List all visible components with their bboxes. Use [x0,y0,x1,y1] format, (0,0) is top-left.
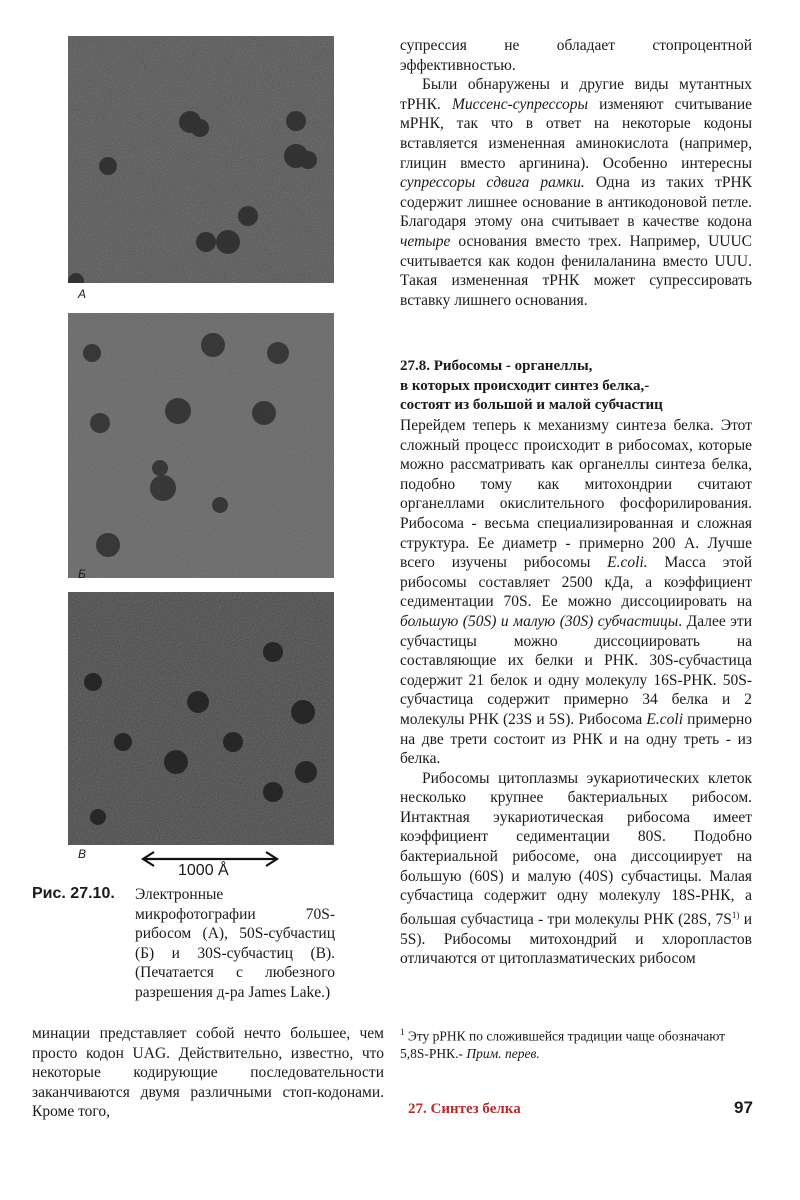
figure-caption-text: Электронные микрофотографии 70S-рибосом (А), 50S-субчастиц (Б) и 30S-субчастиц (В). (Печатается с любезного разрешения д-ра James Lake.) [135,886,335,1001]
heading-line: в которых происходит синтез белка,- [400,377,650,394]
left-column-text [32,1024,384,1122]
page-number: 97 [734,1098,753,1117]
text-run: Рибосомы цитоплазмы эукариотических клеток несколько крупнее бактериальных рибосом. Интактная эукариотическая рибосома имеет коэффициент седиментации 80S. Подобно бактериальной рибосоме, она диссоциирует на большую (60S) и малую (40S) субчастицы. Малая субчастица содержит одну молекулу 18S-РНК, а большая субчастица - три молекулы РНК (28S, 7S [400,769,752,928]
paragraph [400,36,752,75]
text-run: Одна из таких тРНК содержит лишнее основание в антикодоновой петле. Благодаря этому она считывает в качестве кодона [400,174,752,231]
text-run: Были обнаружены и другие виды мутантных тРНК. [400,76,752,113]
paragraph [400,769,752,969]
italic-term: Миссенс-супрессоры [451,95,588,113]
italic-term: E.coli [646,710,684,728]
running-footer-chapter: 27. Синтез белка [408,1101,521,1117]
panel-label-c: В [78,847,87,861]
text-run: Масса этой рибосомы составляет 2500 кДа, а коэффициент седиментации 70S. Ее можно диссоциировать на [400,554,753,611]
text-run: супрессия не обладает стопроцентной эффективностью. [400,37,752,74]
heading-line: состоят из большой и малой субчастиц [400,397,663,413]
italic-term: супрессоры сдвига рамки. [400,174,585,192]
footnote [400,1024,752,1062]
micrograph-c [68,592,334,845]
paragraph [400,416,752,769]
footnote-text: Эту рРНК по сложившейся традиции чаще обозначают 5,8S-РНК.- [400,1028,726,1061]
text-run: основания вместо трех. Например, UUUC считывается как кодон фенилаланина вместо UUU. Такая измененная тРНК может супрессировать вставку лишнего основания. [400,232,752,309]
micrograph-a [68,36,334,283]
panel-label-b: Б [78,567,86,581]
italic-term: четыре [400,232,451,250]
footnote-marker: 1 [400,1027,405,1037]
heading-line: 27.8. Рибосомы - органеллы, [400,358,593,374]
italic-term: большую (50S) и малую (30S) субчастицы [400,612,679,630]
text-run: изменяют считывание мРНК, так что в ответ на некоторые кодоны вставляется измененная аминокислота (например, глицин вместо аргинина). Особенно интересны [400,95,752,172]
scale-bar-label: 1000 Å [178,862,229,879]
text-run: и 5S). Рибосомы митохондрий и хлоропластов отличаются от цитоплазматических рибосом [400,911,752,968]
right-column-top [400,36,752,310]
text-run: . Далее эти субчастицы можно диссоциировать на составляющие их белки и РНК. 30S-субчастица содержит 21 белок и одну молекулу 16S-РНК. 50S-субчастица содержит примерно 34 белка и 2 молекулы РНК (23S и 5S). Рибосома [400,612,752,728]
section-body [400,416,752,969]
section-heading [400,357,750,416]
footnote-note: Прим. перев. [466,1045,540,1061]
text-run: примерно на две трети состоит из РНК и на одну треть - из белка. [400,710,752,768]
panel-label-a: А [78,287,87,301]
paragraph [400,75,752,310]
paragraph: минации представляет собой нечто большее, чем просто кодон UAG. Действительно, известно, что некоторые кодирующие последовательности заканчиваются двумя различными стоп-кодонами. Кроме того, [32,1025,384,1121]
micrograph-b [68,313,334,578]
text-run: Перейдем теперь к механизму синтеза белка. Этот сложный процесс происходит в рибосомах, которые можно рассматривать как органеллы синтеза белка, подобно тому как митохондрии считают органеллами окислительного фосфорилирования. Рибосома - весьма специализированная и сложная структура. Ее диаметр - примерно 200 А. Лучше всего изучены рибосомы [400,417,752,572]
footnote-ref: 1) [731,909,740,920]
figure-caption-label: Рис. 27.10. [32,885,115,902]
italic-term: E.coli. [607,554,648,572]
